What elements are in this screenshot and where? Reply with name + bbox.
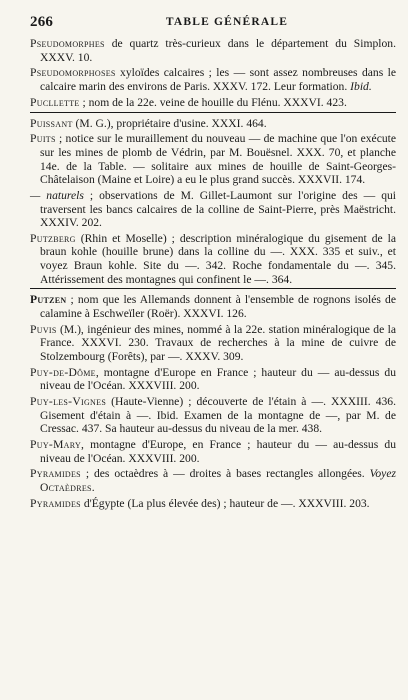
index-entries (30, 37, 396, 513)
index-entry (30, 117, 396, 131)
entry-italic-ref: Voyez (369, 467, 396, 481)
index-entry (30, 366, 396, 393)
entry-text: (M. G.), propriétaire d'usine. XXXI. 464. (72, 116, 267, 130)
index-entry (30, 395, 396, 436)
index-entry (30, 132, 396, 186)
index-entry (30, 467, 396, 494)
entry-headword: Puits (30, 132, 56, 146)
index-entry (30, 232, 396, 286)
entry-text: (Haute-Vienne) ; découverte de l'étain à —. XXXIII. 436. Gisement d'étain à —. Ibid. Examen de la montagne de —, par M. de Cressac. 437. Sa hauteur au-dessus du niveau de la mer. 438. (40, 395, 396, 436)
entry-headword: Puissant (30, 116, 73, 130)
index-entry (30, 189, 396, 230)
entry-text: , montagne d'Europe, en France ; hauteur du — au-dessus du niveau de l'Océan. XXXVIII. 200. (40, 438, 396, 465)
entry-text: ; notice sur le muraillement du nouveau — de machine que l'on exécute sur les mines de plomb de Védrin, par M. Bouësnel. XXX. 70, et planche 14e. de la Table. — solitaire aux mines de houille de Saint-Georges-Châtelaison (Maine et Loire) a eu le plus grand succès. XXXVII. 174. (40, 132, 396, 187)
entry-headword: Puy-de-Dôme (30, 365, 96, 379)
index-entry (30, 96, 396, 110)
entry-text: ; observations de M. Gillet-Laumont sur l'origine des — qui traversent les bancs calcaires de la colline de Saint-Pierre, près Maëstricht. XXXIV. 202. (40, 188, 397, 230)
entry-headword: Pseudomorphoses (30, 66, 116, 80)
entry-text: , montagne d'Europe en France ; hauteur du — au-dessus du niveau de l'Océan. XXXVIII. 200. (40, 365, 396, 393)
entry-headword: Putzberg (30, 231, 76, 245)
entry-headword: Puvis (30, 322, 57, 336)
entry-crossref: Octaèdres. (40, 480, 95, 494)
index-entry (30, 293, 396, 320)
entry-text: (M.), ingénieur des mines, nommé à la 22e. station minéralogique de la France. XXXVI. 230. Travaux de recherches à la mine de cuivre de Stolzembourg (Forêts), par —. XXXV. 309. (40, 322, 396, 363)
running-head: TABLE GÉNÉRALE (165, 16, 289, 28)
index-entry (30, 323, 396, 364)
entry-headword: Putzen (30, 293, 67, 307)
index-entry (30, 497, 396, 511)
entry-headword: — naturels (30, 188, 84, 202)
page-header (30, 14, 394, 32)
entry-italic-ref: Ibid. (350, 79, 372, 93)
index-entry (30, 66, 396, 93)
entry-text: (Rhin et Moselle) ; description minéralogique du gisement de la braun kohle (houille brune) dans la colline du —. XXX. 335 et suiv., et voyez Braun kohle. Site du —. 342. Roche fondamentale du —. 345. Attérissement des montagnes qui confinent le —. 364. (40, 231, 396, 286)
page-number: 266 (30, 14, 54, 30)
entry-text: ; nom que les Allemands donnent à l'ensemble de rognons isolés de calamine à Eschweïler (Roër). XXXVI. 126. (40, 293, 396, 320)
entry-headword: Pyramides (30, 467, 81, 481)
entry-text: ; nom de la 22e. veine de houille du Flénu. XXXVI. 423. (79, 95, 347, 109)
entry-text: d'Égypte (La plus élevée des) ; hauteur de —. XXXVIII. 203. (80, 496, 370, 510)
entry-headword: Pyramides (30, 496, 81, 510)
entry-text: xyloïdes calcaires ; les — sont assez nombreuses dans le calcaire marin des environs de Paris. XXXV. 172. Leur formation. (40, 66, 396, 93)
section-rule (30, 112, 396, 113)
entry-headword: Puy-les-Vignes (30, 395, 107, 409)
entry-headword: Pseudomorphes (30, 37, 105, 50)
entry-text: ; des octaèdres à — droites à bases rectangles allongées. (80, 467, 370, 481)
entry-text: de quartz très-curieux dans le département du Simplon. XXXV. 10. (40, 37, 396, 64)
section-rule (30, 288, 396, 289)
entry-headword: Pucllette (30, 95, 80, 109)
index-entry (30, 37, 396, 64)
index-entry (30, 438, 396, 465)
entry-headword: Puy-Mary (30, 438, 82, 452)
